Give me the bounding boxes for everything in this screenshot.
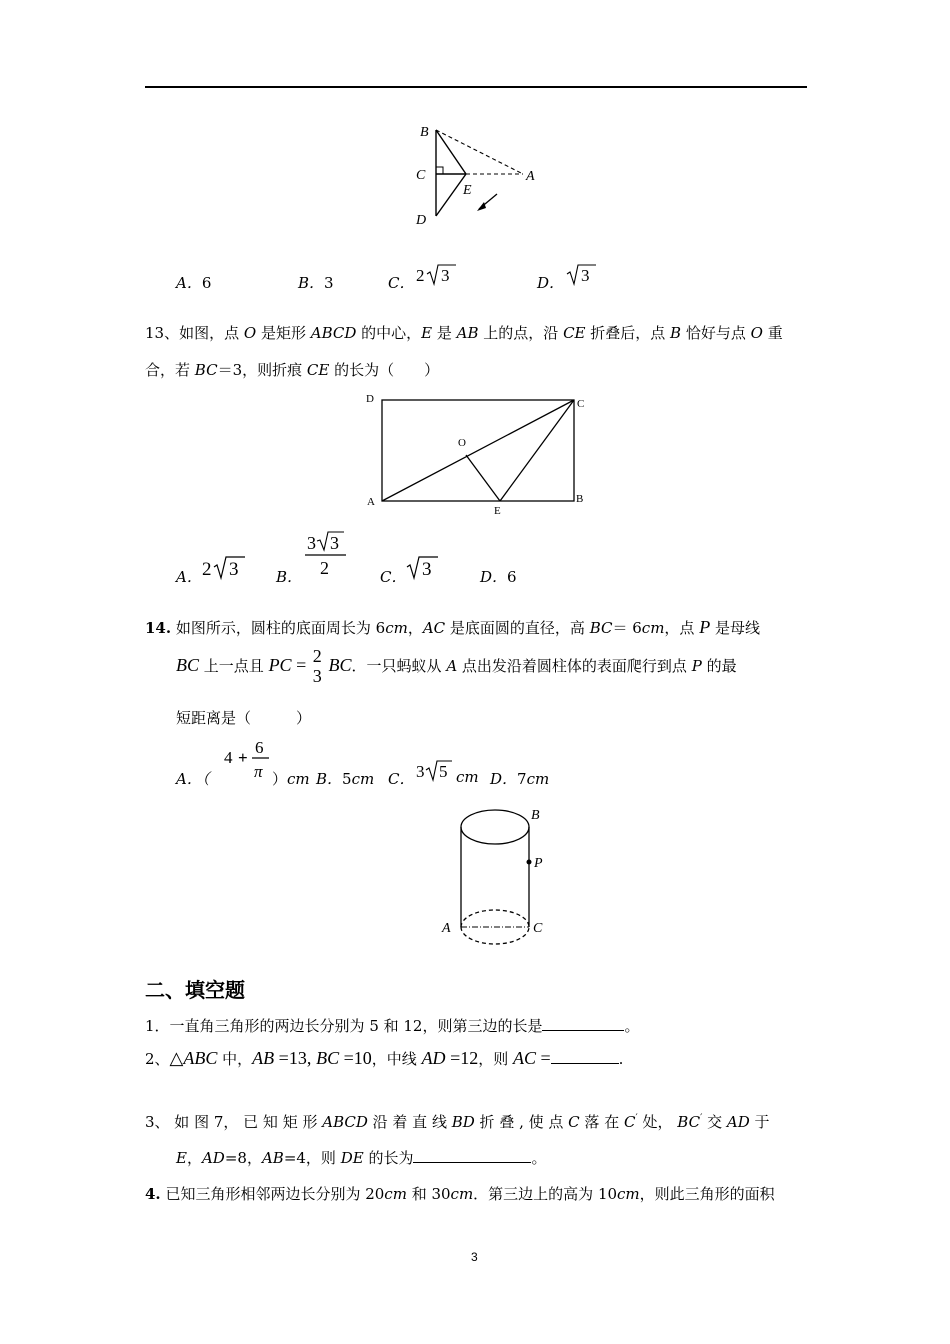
q14-option-b: B．5cm	[316, 770, 375, 788]
q12-option-d-letter: D．	[537, 274, 565, 292]
label-c: C	[577, 398, 585, 410]
q14-option-a-letter: A．（	[176, 770, 210, 788]
q13-option-c-value	[405, 551, 441, 581]
q14-option-a-value	[222, 736, 272, 786]
label-p: P	[534, 856, 543, 871]
q12-option-c-letter: C．	[388, 274, 415, 292]
label-b: B	[576, 493, 584, 505]
arrow-head-icon	[477, 202, 486, 211]
svg-text:3: 3	[422, 559, 432, 580]
q14-option-c-value	[414, 755, 454, 783]
q13-option-b-letter: B．	[276, 568, 303, 586]
bottom-back-arc	[461, 910, 529, 927]
q13-option-d: D．6	[480, 568, 517, 586]
q14-line2: BC 上一点且 PC = 2 3 BC．一只蚂蚁从 A 点出发沿着圆柱体的表面爬行到点 P 的最	[176, 646, 737, 686]
q12-option-d-value	[564, 259, 598, 287]
q14-option-c-letter: C．	[388, 770, 415, 788]
svg-text:3: 3	[441, 266, 450, 285]
q12-option-c-value	[414, 259, 458, 287]
q14-option-c-unit: cm	[456, 768, 479, 786]
q13-option-c-letter: C．	[380, 568, 407, 586]
page-number: 3	[471, 1250, 478, 1264]
fill-q3-line1: 3、 如 图 7， 已 知 矩 形 ABCD 沿 着 直 线 BD 折 叠 , 使 点 C 落 在 C′ 处， BC′ 交 AD 于	[145, 1113, 770, 1131]
label-c: C	[533, 921, 543, 936]
dashed-ba	[436, 130, 523, 174]
line-ed	[436, 174, 466, 216]
fill-q3-line2: E，AD=8，AB=4，则 DE 的长为 。	[176, 1149, 547, 1167]
label-d: D	[416, 213, 427, 228]
fill-q1-blank[interactable]	[542, 1015, 624, 1031]
svg-text:π: π	[254, 762, 263, 781]
q12-option-b: B．3	[298, 274, 334, 292]
label-a: A	[367, 496, 375, 508]
q14-option-d: D．7cm	[490, 770, 550, 788]
label-o: O	[458, 437, 466, 449]
svg-text:2: 2	[320, 558, 329, 578]
q13-option-b-value	[302, 528, 348, 580]
top-ellipse	[461, 810, 529, 844]
right-angle-mark	[436, 167, 443, 174]
svg-text:3: 3	[307, 533, 316, 553]
svg-text:3: 3	[330, 533, 339, 553]
fill-q2-blank[interactable]	[551, 1048, 619, 1064]
q13-figure	[360, 388, 600, 518]
q14-fraction: 2 3	[312, 646, 322, 686]
segment-oe	[466, 455, 500, 501]
fill-q4: 4. 已知三角形相邻两边长分别为 20cm 和 30cm．第三边上的高为 10cm，则此三角形的面积	[145, 1185, 775, 1203]
fill-q3-blank[interactable]	[413, 1147, 531, 1163]
svg-text:5: 5	[439, 762, 448, 781]
svg-text:3: 3	[581, 266, 590, 285]
label-b: B	[420, 125, 429, 140]
label-a: A	[526, 169, 535, 184]
q12-figure	[400, 118, 560, 233]
svg-text:6: 6	[255, 738, 264, 757]
bottom-front-arc	[461, 927, 529, 944]
q13-option-a-value	[200, 551, 248, 581]
label-c: C	[416, 168, 426, 183]
label-a: A	[442, 921, 451, 936]
svg-text:3: 3	[416, 762, 425, 781]
fill-q2: 2、△ABC 中，AB =13, BC =10，中线 AD =12，则 AC = .	[145, 1048, 624, 1068]
label-e: E	[463, 183, 472, 198]
svg-text:2: 2	[202, 559, 212, 580]
q14-line3: 短距离是（ ）	[176, 709, 312, 727]
q14-option-a-tail: ）cm	[272, 770, 310, 788]
q12-option-a: A．6	[176, 274, 212, 292]
header-rule	[145, 86, 807, 88]
q13-line1: 13、如图，点 O 是矩形 ABCD 的中心，E 是 AB 上的点，沿 CE 折叠后，点 B 恰好与点 O 重	[145, 324, 783, 342]
q13-option-a-letter: A．	[176, 568, 202, 586]
q13-line2: 合，若 BC＝3，则折痕 CE 的长为（ ）	[145, 361, 440, 379]
svg-text:+: +	[238, 748, 248, 767]
crease-ce	[500, 400, 574, 501]
q14-line1: 14. 如图所示，圆柱的底面周长为 6cm，AC 是底面圆的直径，高 BC＝ 6cm，点 P 是母线	[145, 617, 760, 637]
svg-text:2: 2	[416, 266, 425, 285]
q14-cylinder-figure	[436, 800, 556, 945]
label-b: B	[531, 808, 540, 823]
svg-text:4: 4	[224, 748, 233, 767]
svg-text:3: 3	[229, 559, 239, 580]
diagonal-ac	[382, 400, 574, 501]
label-d: D	[366, 393, 374, 405]
fill-q1: 1．一直角三角形的两边长分别为 5 和 12，则第三边的长是 。	[145, 1017, 640, 1035]
label-e: E	[494, 505, 501, 517]
point-p	[527, 860, 532, 865]
section-title-fill-in: 二、填空题	[145, 978, 245, 1002]
